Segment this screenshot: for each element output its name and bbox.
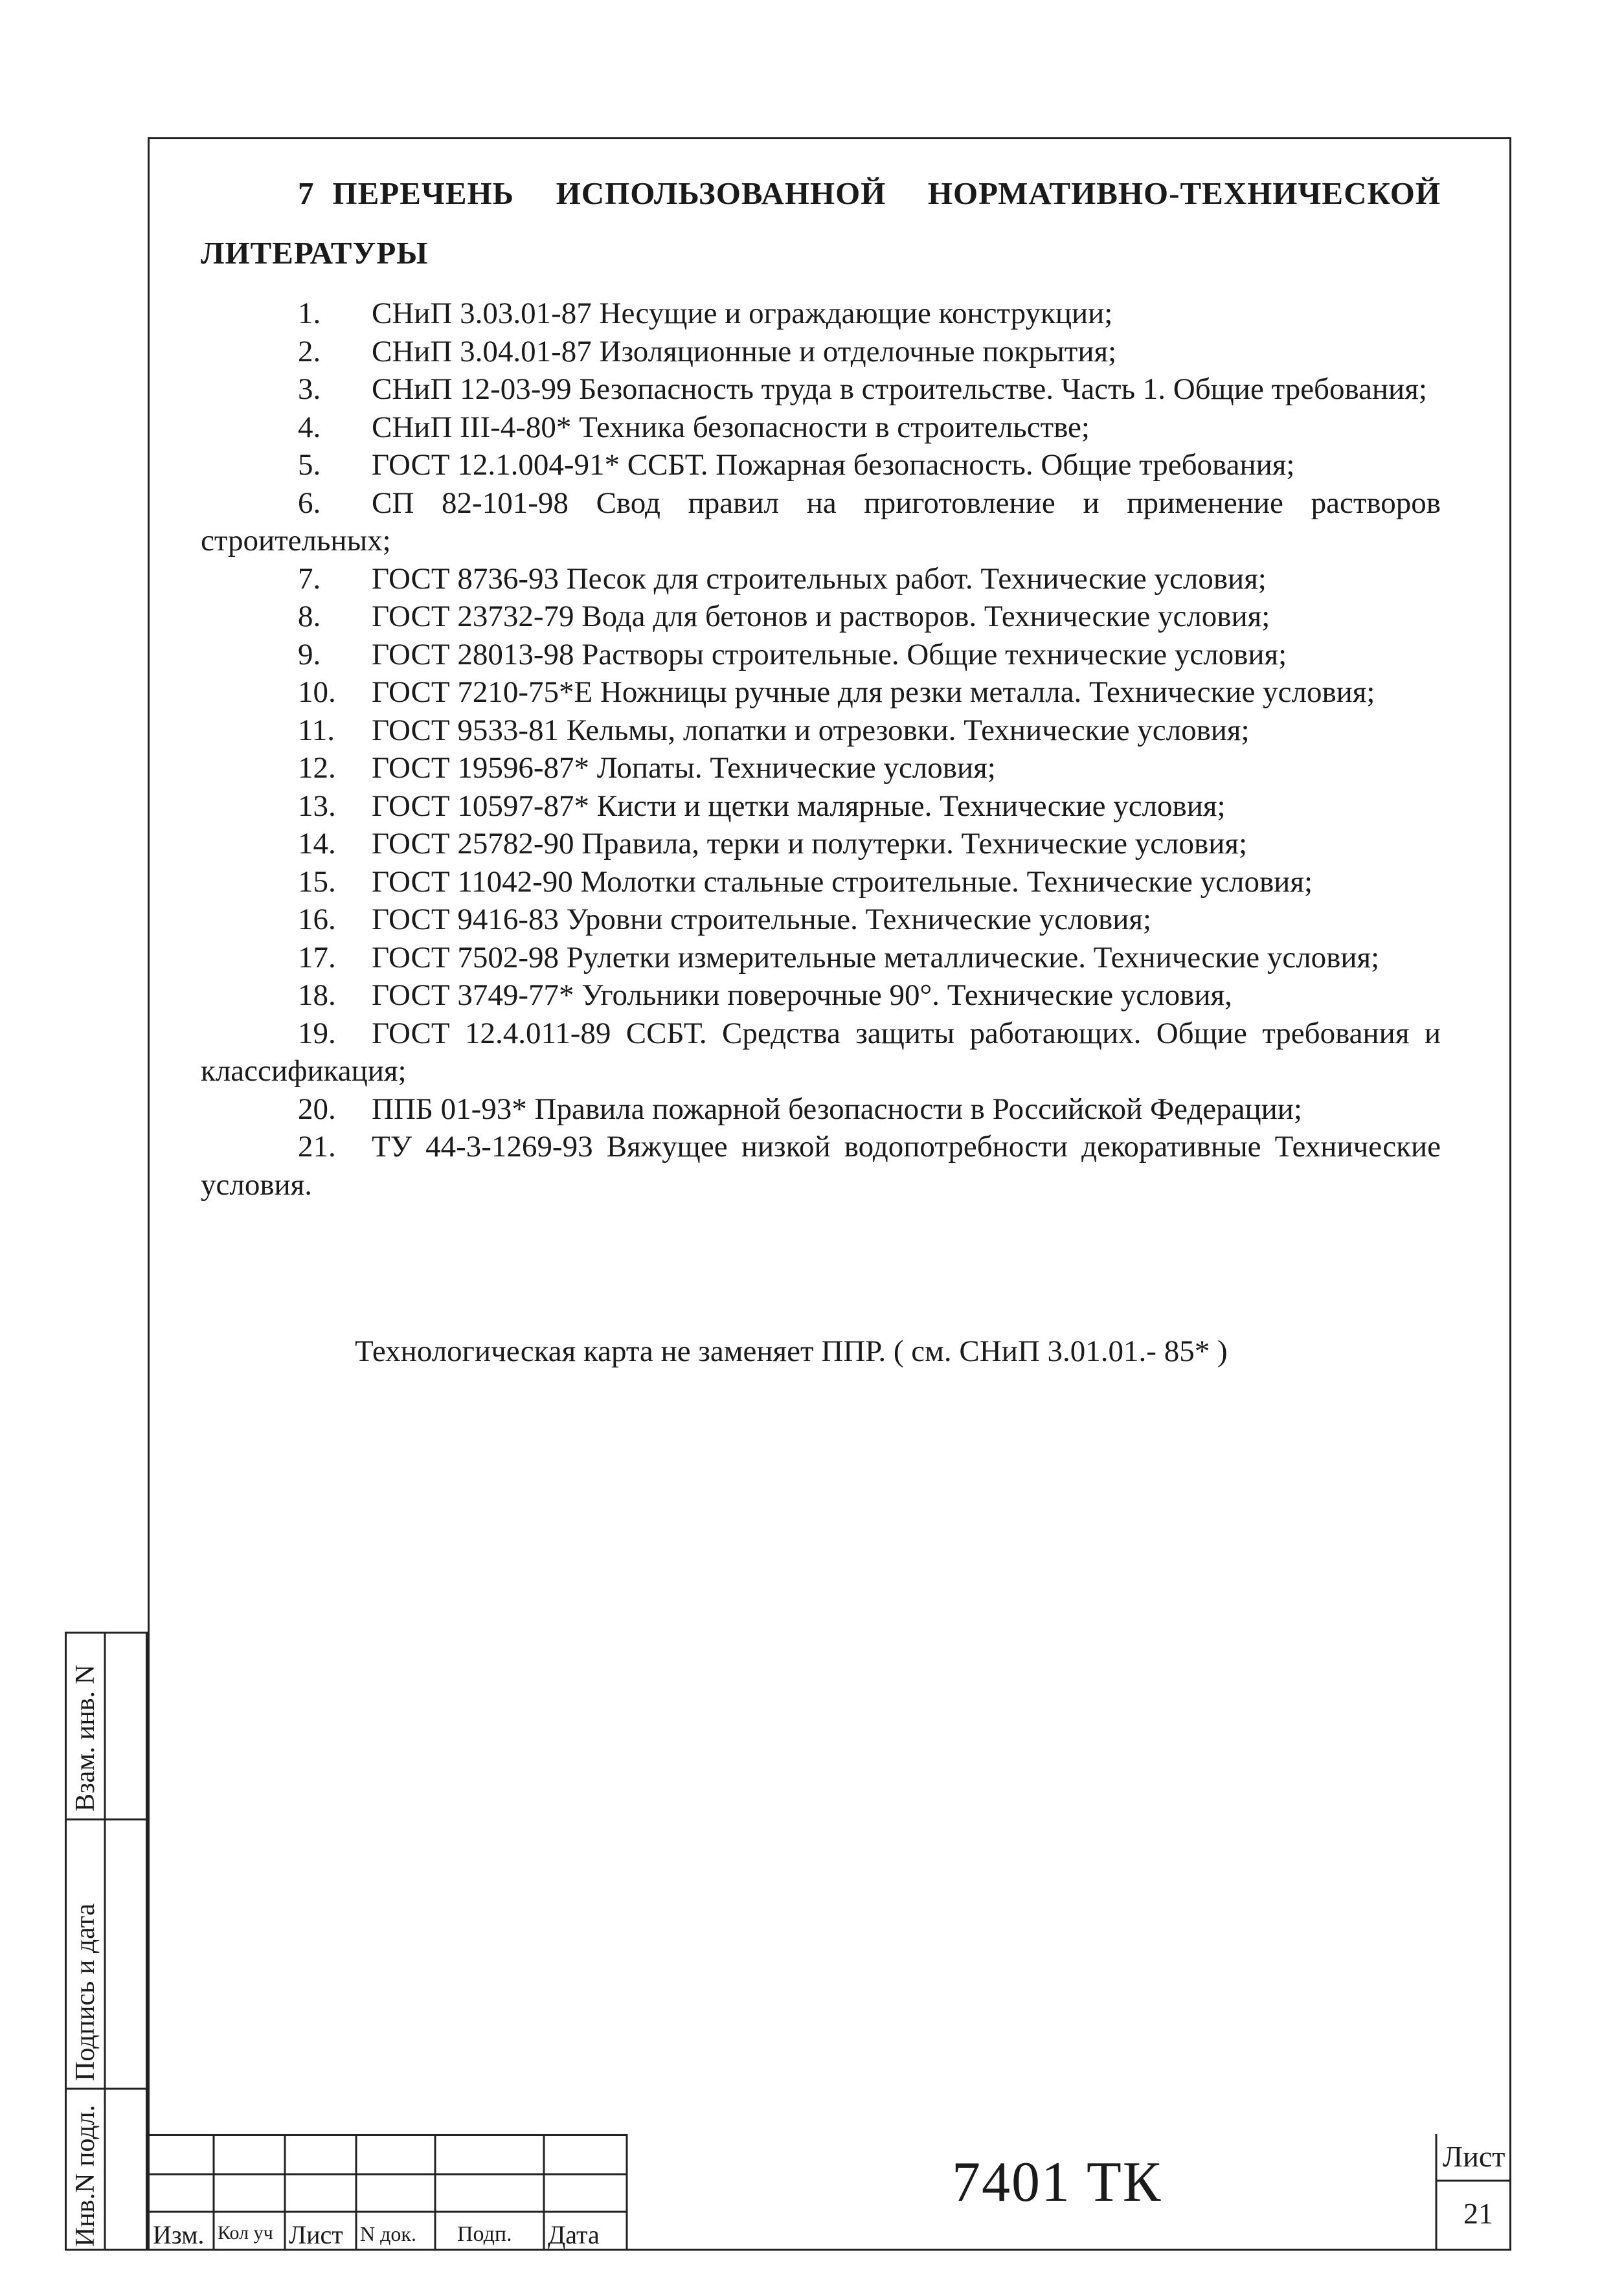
list-item-text: ГОСТ 12.4.011-89 ССБТ. Средства защиты работающих. Общие требования и классификация;: [201, 1016, 1441, 1088]
sheet-label: Лист: [1443, 2140, 1506, 2173]
title-block: [148, 2134, 1511, 2251]
izm-label: Изм.: [153, 2220, 205, 2249]
list-item: [201, 863, 1441, 901]
list-item-text: ГОСТ 12.1.004-91* ССБТ. Пожарная безопасность. Общие требования;: [372, 448, 1295, 482]
list-item: [201, 673, 1441, 712]
list-item-number: 20.: [298, 1092, 336, 1126]
n-dok-label: N док.: [360, 2222, 416, 2245]
list-item-text: ГОСТ 9416-83 Уровни строительные. Технические условия;: [372, 903, 1152, 936]
list-item-text: СНиП III-4-80* Техника безопасности в строительстве;: [372, 410, 1090, 444]
list-item-number: 15.: [298, 864, 336, 899]
list-item-text: ГОСТ 11042-90 Молотки стальные строительные. Технические условия;: [372, 864, 1313, 899]
section-heading-line1: [201, 175, 1441, 212]
sheet-number: 21: [1463, 2197, 1493, 2230]
section-title-part1: ПЕРЕЧЕНЬ ИСПОЛЬЗОВАННОЙ НОРМАТИВНО-ТЕХНИЧЕСКОЙ: [332, 175, 1441, 211]
list-item: [201, 939, 1441, 977]
list-item-number: 8.: [298, 600, 321, 633]
list-item-number: 10.: [298, 675, 336, 709]
list-item: [201, 598, 1441, 636]
reference-list: [201, 295, 1441, 1204]
section-number: 7: [298, 175, 315, 211]
list-item: [201, 712, 1441, 750]
list-item: [201, 295, 1441, 333]
kol-uch-label: Кол уч: [218, 2222, 273, 2244]
list-item-text: ППБ 01-93* Правила пожарной безопасности в Российской Федерации;: [372, 1092, 1302, 1126]
list-item: [201, 749, 1441, 787]
list-item-text: ГОСТ 7210-75*Е Ножницы ручные для резки металла. Технические условия;: [372, 675, 1375, 709]
list-item-text: ГОСТ 3749-77* Угольники поверочные 90°. Технические условия,: [372, 978, 1232, 1012]
list-item-text: СНиП 3.03.01-87 Несущие и ограждающие конструкции;: [372, 297, 1113, 330]
list-item: [201, 333, 1441, 371]
list-item-number: 9.: [298, 637, 321, 671]
list-item-number: 17.: [298, 940, 336, 974]
list-item-number: 2.: [298, 334, 321, 368]
list-item-number: 13.: [298, 789, 336, 823]
list-item-text: СП 82-101-98 Свод правил на приготовление и применение растворов строительных;: [201, 486, 1441, 557]
inv-podl-label: Инв.N подл.: [71, 2104, 100, 2247]
list-item-number: 18.: [298, 978, 336, 1012]
list-label: Лист: [289, 2220, 343, 2249]
list-item: [201, 636, 1441, 674]
list-item-number: 5.: [298, 448, 321, 482]
vzam-inv-label: Взам. инв. N: [71, 1665, 100, 1812]
list-item: [201, 825, 1441, 863]
list-item-number: 4.: [298, 410, 321, 444]
list-item-number: 12.: [298, 751, 336, 785]
list-item-number: 1.: [298, 297, 321, 330]
section-heading-line2: ЛИТЕРАТУРЫ: [201, 235, 429, 271]
list-item: [201, 370, 1441, 409]
list-item-number: 3.: [298, 372, 321, 406]
list-item-text: ГОСТ 28013-98 Растворы строительные. Общие технические условия;: [372, 637, 1287, 671]
list-item: [201, 976, 1441, 1015]
data-label: Дата: [548, 2220, 600, 2249]
document-code: 7401 ТК: [952, 2151, 1162, 2214]
list-item: [201, 484, 1441, 560]
list-item: [201, 1128, 1441, 1204]
list-item-number: 11.: [298, 713, 335, 747]
list-item-number: 7.: [298, 561, 321, 596]
list-item-text: ГОСТ 8736-93 Песок для строительных работ. Технические условия;: [372, 561, 1267, 596]
podp-label: Подп.: [457, 2222, 512, 2246]
title-block-grid: [148, 2134, 1511, 2251]
list-item: [201, 560, 1441, 598]
list-item-text: ГОСТ 25782-90 Правила, терки и полутерки. Технические условия;: [372, 827, 1248, 860]
list-item-number: 6.: [298, 486, 321, 520]
list-item-text: ГОСТ 7502-98 Рулетки измерительные металлические. Технические условия;: [372, 940, 1380, 974]
list-item-number: 21.: [298, 1130, 336, 1164]
list-item: [201, 901, 1441, 939]
list-item-text: СНиП 12-03-99 Безопасность труда в строительстве. Часть 1. Общие требования;: [372, 372, 1427, 406]
list-item-number: 16.: [298, 903, 336, 936]
list-item-text: ГОСТ 9533-81 Кельмы, лопатки и отрезовки. Технические условия;: [372, 713, 1250, 747]
list-item-number: 19.: [298, 1016, 336, 1050]
podpis-data-label: Подпись и дата: [71, 1903, 100, 2081]
list-item: [201, 409, 1441, 447]
list-item-text: ГОСТ 10597-87* Кисти и щетки малярные. Технические условия;: [372, 789, 1226, 823]
list-item-text: ГОСТ 19596-87* Лопаты. Технические условия;: [372, 751, 996, 785]
list-item: [201, 446, 1441, 484]
list-item: [201, 1090, 1441, 1129]
footnote: Технологическая карта не заменяет ППР. ( см. СНиП 3.01.01.- 85* ): [355, 1334, 1228, 1368]
list-item-number: 14.: [298, 827, 336, 860]
list-item: [201, 787, 1441, 826]
side-stamp: [65, 1632, 148, 2251]
list-item-text: ГОСТ 23732-79 Вода для бетонов и растворов. Технические условия;: [372, 600, 1270, 633]
list-item-text: ТУ 44-3-1269-93 Вяжущее низкой водопотребности декоративные Технические условия.: [201, 1130, 1441, 1202]
list-item: [201, 1015, 1441, 1090]
list-item-text: СНиП 3.04.01-87 Изоляционные и отделочные покрытия;: [372, 334, 1117, 368]
